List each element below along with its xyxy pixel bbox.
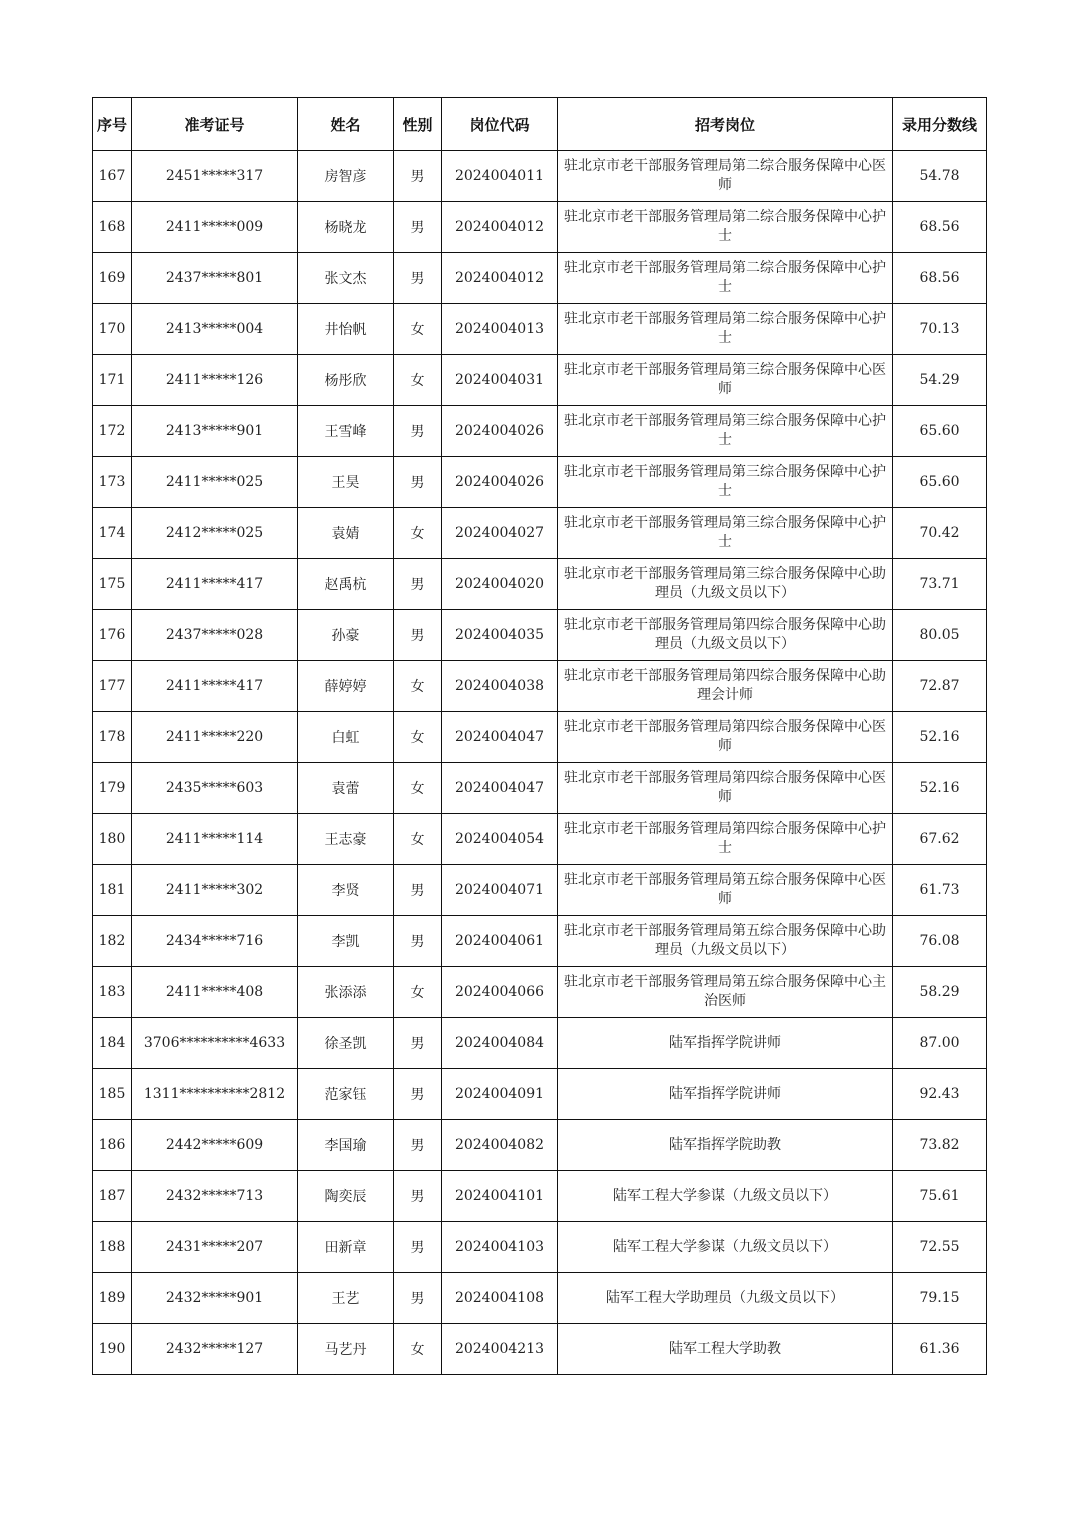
serial-cell: 189 — [93, 1273, 132, 1324]
gender-cell: 男 — [394, 1069, 442, 1120]
score-cell: 54.29 — [893, 355, 987, 406]
position-cell: 驻北京市老干部服务管理局第四综合服务保障中心助理员（九级文员以下） — [558, 610, 893, 661]
table-row — [93, 304, 987, 355]
position-cell: 驻北京市老干部服务管理局第三综合服务保障中心护士 — [558, 406, 893, 457]
name-cell: 井怡帆 — [298, 304, 394, 355]
table-row — [93, 355, 987, 406]
table-row — [93, 151, 987, 202]
ticket-number-cell: 2434*****716 — [132, 916, 298, 967]
ticket-number-cell: 2432*****127 — [132, 1324, 298, 1375]
serial-cell: 185 — [93, 1069, 132, 1120]
name-cell: 杨晓龙 — [298, 202, 394, 253]
ticket-number-cell: 2442*****609 — [132, 1120, 298, 1171]
score-cell: 92.43 — [893, 1069, 987, 1120]
position-cell: 陆军工程大学助理员（九级文员以下） — [558, 1273, 893, 1324]
ticket-number-cell: 2437*****028 — [132, 610, 298, 661]
table-row — [93, 202, 987, 253]
position-cell: 驻北京市老干部服务管理局第四综合服务保障中心助理会计师 — [558, 661, 893, 712]
position-cell: 驻北京市老干部服务管理局第三综合服务保障中心护士 — [558, 508, 893, 559]
name-cell: 杨彤欣 — [298, 355, 394, 406]
gender-cell: 男 — [394, 559, 442, 610]
serial-cell: 167 — [93, 151, 132, 202]
ticket-number-cell: 2451*****317 — [132, 151, 298, 202]
table-header — [93, 98, 987, 151]
header-score-line: 录用分数线 — [893, 98, 987, 151]
position-code-cell: 2024004012 — [442, 202, 558, 253]
serial-cell: 180 — [93, 814, 132, 865]
ticket-number-cell: 2413*****004 — [132, 304, 298, 355]
table-row — [93, 1324, 987, 1375]
serial-cell: 179 — [93, 763, 132, 814]
table-row — [93, 559, 987, 610]
name-cell: 薛婷婷 — [298, 661, 394, 712]
serial-cell: 175 — [93, 559, 132, 610]
score-cell: 52.16 — [893, 763, 987, 814]
position-cell: 陆军工程大学助教 — [558, 1324, 893, 1375]
ticket-number-cell: 2413*****901 — [132, 406, 298, 457]
header-row — [93, 98, 987, 151]
position-code-cell: 2024004082 — [442, 1120, 558, 1171]
serial-cell: 178 — [93, 712, 132, 763]
gender-cell: 男 — [394, 610, 442, 661]
ticket-number-cell: 2437*****801 — [132, 253, 298, 304]
gender-cell: 男 — [394, 865, 442, 916]
name-cell: 袁蕾 — [298, 763, 394, 814]
score-cell: 80.05 — [893, 610, 987, 661]
name-cell: 孙豪 — [298, 610, 394, 661]
gender-cell: 男 — [394, 253, 442, 304]
name-cell: 田新章 — [298, 1222, 394, 1273]
serial-cell: 171 — [93, 355, 132, 406]
ticket-number-cell: 2411*****126 — [132, 355, 298, 406]
name-cell: 白虹 — [298, 712, 394, 763]
name-cell: 王艺 — [298, 1273, 394, 1324]
position-code-cell: 2024004026 — [442, 457, 558, 508]
table-row — [93, 763, 987, 814]
gender-cell: 男 — [394, 1273, 442, 1324]
serial-cell: 174 — [93, 508, 132, 559]
position-cell: 驻北京市老干部服务管理局第二综合服务保障中心护士 — [558, 202, 893, 253]
serial-cell: 188 — [93, 1222, 132, 1273]
table-row — [93, 712, 987, 763]
table-row — [93, 610, 987, 661]
ticket-number-cell: 2411*****302 — [132, 865, 298, 916]
position-code-cell: 2024004027 — [442, 508, 558, 559]
gender-cell: 男 — [394, 457, 442, 508]
position-code-cell: 2024004013 — [442, 304, 558, 355]
score-cell: 52.16 — [893, 712, 987, 763]
score-cell: 72.55 — [893, 1222, 987, 1273]
score-cell: 54.78 — [893, 151, 987, 202]
gender-cell: 女 — [394, 508, 442, 559]
score-cell: 67.62 — [893, 814, 987, 865]
position-code-cell: 2024004031 — [442, 355, 558, 406]
ticket-number-cell: 2411*****408 — [132, 967, 298, 1018]
position-code-cell: 2024004091 — [442, 1069, 558, 1120]
position-code-cell: 2024004108 — [442, 1273, 558, 1324]
ticket-number-cell: 2431*****207 — [132, 1222, 298, 1273]
ticket-number-cell: 2412*****025 — [132, 508, 298, 559]
name-cell: 李凯 — [298, 916, 394, 967]
serial-cell: 176 — [93, 610, 132, 661]
score-cell: 75.61 — [893, 1171, 987, 1222]
position-code-cell: 2024004047 — [442, 763, 558, 814]
name-cell: 张添添 — [298, 967, 394, 1018]
name-cell: 李贤 — [298, 865, 394, 916]
position-code-cell: 2024004101 — [442, 1171, 558, 1222]
name-cell: 王昊 — [298, 457, 394, 508]
gender-cell: 男 — [394, 202, 442, 253]
header-serial: 序号 — [93, 98, 132, 151]
position-code-cell: 2024004084 — [442, 1018, 558, 1069]
position-cell: 驻北京市老干部服务管理局第五综合服务保障中心医师 — [558, 865, 893, 916]
score-cell: 58.29 — [893, 967, 987, 1018]
score-cell: 72.87 — [893, 661, 987, 712]
position-cell: 陆军指挥学院讲师 — [558, 1018, 893, 1069]
table-row — [93, 814, 987, 865]
gender-cell: 女 — [394, 814, 442, 865]
position-cell: 陆军指挥学院助教 — [558, 1120, 893, 1171]
ticket-number-cell: 2435*****603 — [132, 763, 298, 814]
position-code-cell: 2024004012 — [442, 253, 558, 304]
score-cell: 68.56 — [893, 202, 987, 253]
ticket-number-cell: 3706**********4633 — [132, 1018, 298, 1069]
ticket-number-cell: 2411*****114 — [132, 814, 298, 865]
score-cell: 61.73 — [893, 865, 987, 916]
gender-cell: 女 — [394, 304, 442, 355]
score-cell: 76.08 — [893, 916, 987, 967]
position-code-cell: 2024004038 — [442, 661, 558, 712]
serial-cell: 184 — [93, 1018, 132, 1069]
serial-cell: 190 — [93, 1324, 132, 1375]
position-code-cell: 2024004035 — [442, 610, 558, 661]
score-cell: 70.42 — [893, 508, 987, 559]
table-row — [93, 1069, 987, 1120]
gender-cell: 男 — [394, 1018, 442, 1069]
serial-cell: 183 — [93, 967, 132, 1018]
ticket-number-cell: 2411*****417 — [132, 661, 298, 712]
name-cell: 徐圣凯 — [298, 1018, 394, 1069]
name-cell: 马艺丹 — [298, 1324, 394, 1375]
header-ticket-number: 准考证号 — [132, 98, 298, 151]
position-code-cell: 2024004066 — [442, 967, 558, 1018]
name-cell: 张文杰 — [298, 253, 394, 304]
position-cell: 驻北京市老干部服务管理局第二综合服务保障中心护士 — [558, 304, 893, 355]
header-name: 姓名 — [298, 98, 394, 151]
ticket-number-cell: 2411*****009 — [132, 202, 298, 253]
position-code-cell: 2024004213 — [442, 1324, 558, 1375]
serial-cell: 170 — [93, 304, 132, 355]
serial-cell: 181 — [93, 865, 132, 916]
table-row — [93, 508, 987, 559]
position-cell: 驻北京市老干部服务管理局第二综合服务保障中心护士 — [558, 253, 893, 304]
position-code-cell: 2024004061 — [442, 916, 558, 967]
score-cell: 79.15 — [893, 1273, 987, 1324]
ticket-number-cell: 1311**********2812 — [132, 1069, 298, 1120]
table-row — [93, 967, 987, 1018]
position-cell: 陆军工程大学参谋（九级文员以下） — [558, 1222, 893, 1273]
ticket-number-cell: 2411*****220 — [132, 712, 298, 763]
name-cell: 范家钰 — [298, 1069, 394, 1120]
table-row — [93, 406, 987, 457]
table-row — [93, 1222, 987, 1273]
gender-cell: 女 — [394, 1324, 442, 1375]
table-body — [93, 151, 987, 1375]
ticket-number-cell: 2411*****025 — [132, 457, 298, 508]
gender-cell: 女 — [394, 967, 442, 1018]
position-code-cell: 2024004071 — [442, 865, 558, 916]
position-code-cell: 2024004047 — [442, 712, 558, 763]
serial-cell: 172 — [93, 406, 132, 457]
score-cell: 65.60 — [893, 457, 987, 508]
table-row — [93, 1018, 987, 1069]
serial-cell: 173 — [93, 457, 132, 508]
score-cell: 68.56 — [893, 253, 987, 304]
gender-cell: 女 — [394, 355, 442, 406]
gender-cell: 男 — [394, 151, 442, 202]
position-code-cell: 2024004020 — [442, 559, 558, 610]
table-row — [93, 865, 987, 916]
header-position: 招考岗位 — [558, 98, 893, 151]
position-cell: 驻北京市老干部服务管理局第五综合服务保障中心助理员（九级文员以下） — [558, 916, 893, 967]
serial-cell: 168 — [93, 202, 132, 253]
ticket-number-cell: 2432*****713 — [132, 1171, 298, 1222]
gender-cell: 女 — [394, 661, 442, 712]
position-cell: 驻北京市老干部服务管理局第三综合服务保障中心助理员（九级文员以下） — [558, 559, 893, 610]
position-code-cell: 2024004011 — [442, 151, 558, 202]
name-cell: 陶奕辰 — [298, 1171, 394, 1222]
serial-cell: 177 — [93, 661, 132, 712]
table-row — [93, 1120, 987, 1171]
score-cell: 65.60 — [893, 406, 987, 457]
position-cell: 陆军指挥学院讲师 — [558, 1069, 893, 1120]
position-cell: 驻北京市老干部服务管理局第三综合服务保障中心医师 — [558, 355, 893, 406]
position-code-cell: 2024004054 — [442, 814, 558, 865]
serial-cell: 182 — [93, 916, 132, 967]
header-gender: 性别 — [394, 98, 442, 151]
score-cell: 87.00 — [893, 1018, 987, 1069]
name-cell: 袁婧 — [298, 508, 394, 559]
score-cell: 61.36 — [893, 1324, 987, 1375]
position-cell: 驻北京市老干部服务管理局第三综合服务保障中心护士 — [558, 457, 893, 508]
table-row — [93, 916, 987, 967]
ticket-number-cell: 2411*****417 — [132, 559, 298, 610]
gender-cell: 男 — [394, 1171, 442, 1222]
name-cell: 李国瑜 — [298, 1120, 394, 1171]
header-position-code: 岗位代码 — [442, 98, 558, 151]
gender-cell: 女 — [394, 763, 442, 814]
name-cell: 赵禹杭 — [298, 559, 394, 610]
position-cell: 驻北京市老干部服务管理局第二综合服务保障中心医师 — [558, 151, 893, 202]
score-cell: 70.13 — [893, 304, 987, 355]
gender-cell: 男 — [394, 1222, 442, 1273]
score-table — [92, 97, 987, 1375]
position-code-cell: 2024004103 — [442, 1222, 558, 1273]
gender-cell: 男 — [394, 916, 442, 967]
gender-cell: 女 — [394, 712, 442, 763]
serial-cell: 186 — [93, 1120, 132, 1171]
serial-cell: 169 — [93, 253, 132, 304]
table-row — [93, 457, 987, 508]
position-cell: 驻北京市老干部服务管理局第四综合服务保障中心医师 — [558, 763, 893, 814]
ticket-number-cell: 2432*****901 — [132, 1273, 298, 1324]
name-cell: 王雪峰 — [298, 406, 394, 457]
gender-cell: 男 — [394, 1120, 442, 1171]
score-cell: 73.71 — [893, 559, 987, 610]
table-row — [93, 1171, 987, 1222]
name-cell: 房智彦 — [298, 151, 394, 202]
table-row — [93, 1273, 987, 1324]
serial-cell: 187 — [93, 1171, 132, 1222]
position-cell: 陆军工程大学参谋（九级文员以下） — [558, 1171, 893, 1222]
gender-cell: 男 — [394, 406, 442, 457]
position-cell: 驻北京市老干部服务管理局第四综合服务保障中心医师 — [558, 712, 893, 763]
position-cell: 驻北京市老干部服务管理局第四综合服务保障中心护士 — [558, 814, 893, 865]
score-cell: 73.82 — [893, 1120, 987, 1171]
name-cell: 王志豪 — [298, 814, 394, 865]
table-row — [93, 661, 987, 712]
position-code-cell: 2024004026 — [442, 406, 558, 457]
table-row — [93, 253, 987, 304]
position-cell: 驻北京市老干部服务管理局第五综合服务保障中心主治医师 — [558, 967, 893, 1018]
